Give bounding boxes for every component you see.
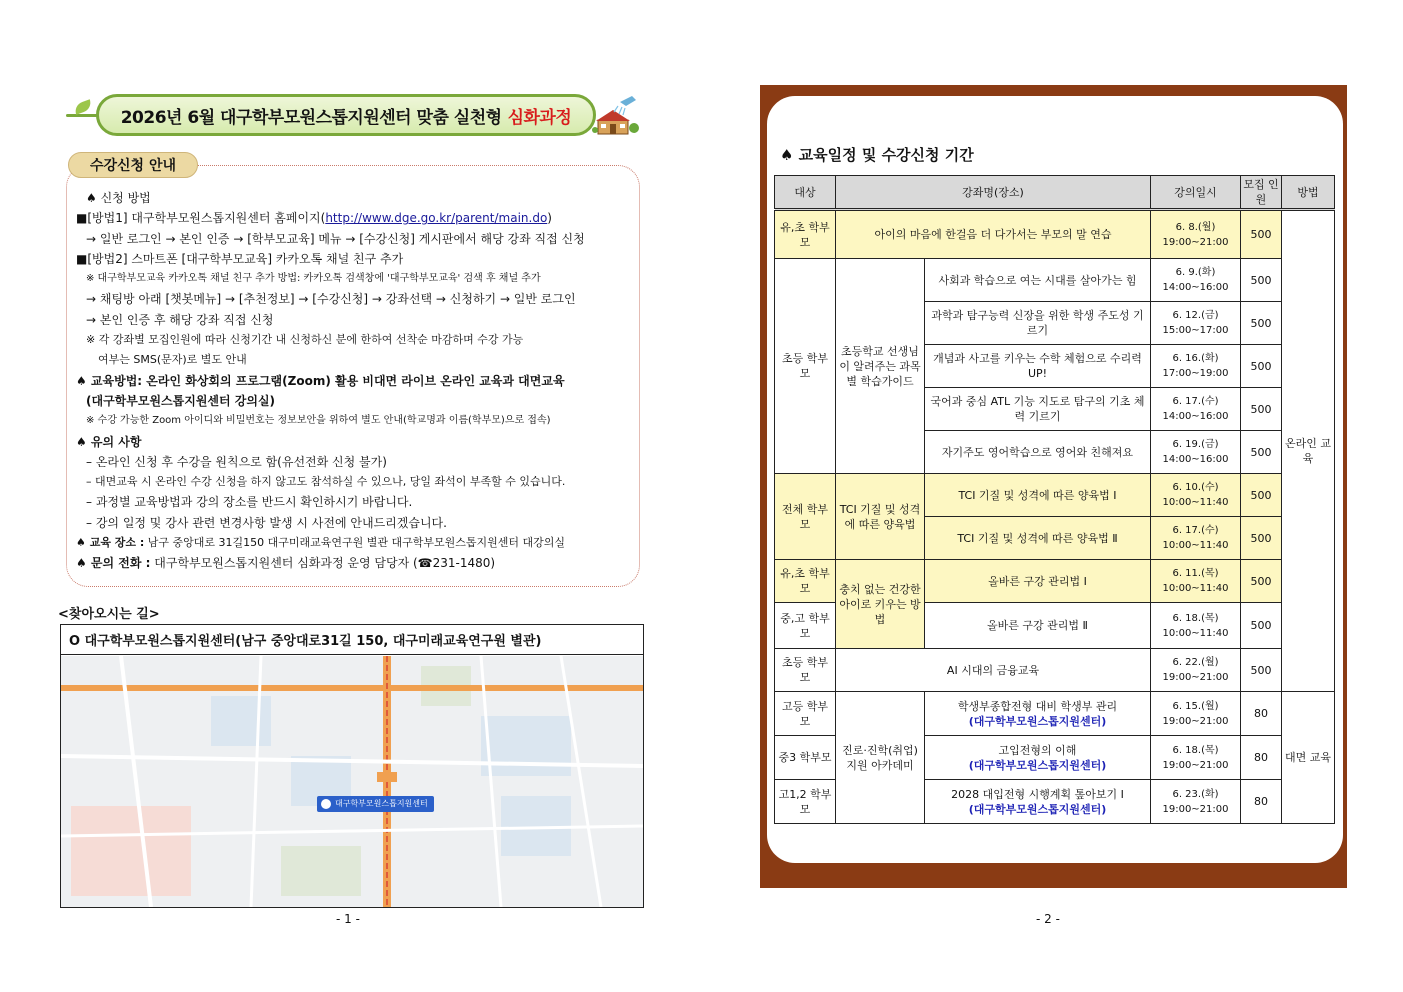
page-title-highlight: 심화과정 [507, 107, 572, 128]
date-text: 6. 17.(수) [1172, 396, 1219, 407]
course-cell: 올바른 구강 관리법 Ⅱ [925, 603, 1151, 649]
notice-line [76, 553, 636, 573]
course-place: (대구학부모원스톱지원센터) [968, 714, 1107, 728]
notice-line [76, 208, 636, 228]
date-text: 6. 15.(월) [1172, 700, 1219, 712]
target-cell: 전체 학부모 [775, 474, 836, 560]
header-target: 대상 [775, 176, 836, 210]
date-text: 6. 18.(목) [1172, 612, 1219, 624]
page-number: - 2 - [1036, 912, 1060, 926]
map-header: O 대구학부모원스톱지원센터(남구 중앙대로31길 150, 대구미래교육연구원 별관) [61, 625, 643, 655]
title-pill [96, 94, 596, 136]
schedule-table [774, 175, 1335, 824]
notice-line: ♠ 유의 사항 [76, 434, 142, 449]
date-text: 6. 9.(화) [1175, 267, 1216, 278]
date-text: 6. 10.(수) [1172, 482, 1219, 493]
course-cell [925, 736, 1151, 780]
date-text: 6. 22.(월) [1172, 657, 1219, 668]
datetime-cell [1151, 517, 1241, 560]
course-title: 고입전형의 이해 [998, 743, 1077, 757]
capacity-cell: 80 [1241, 780, 1282, 824]
header-datetime: 강의일시 [1151, 176, 1241, 210]
notice-line: ■[방법2] 스마트폰 [대구학부모교육] 카카오톡 채널 친구 추가 [76, 251, 404, 266]
table-row [775, 649, 1335, 692]
notice-line: → 채팅방 아래 [챗봇메뉴] → [추천정보] → [수강신청] → 강좌선택 → 신청하기 → 일반 로그인 [86, 292, 576, 307]
course-cell: 아이의 마음에 한걸음 더 다가서는 부모의 말 연습 [836, 210, 1151, 259]
date-text: 6. 17.(수) [1172, 525, 1219, 536]
location-pin-icon[interactable]: 대구학부모원스톱지원센터 [317, 796, 434, 812]
capacity-cell: 500 [1241, 649, 1282, 692]
notice-line: ※ 수강 가능한 Zoom 아이디와 비밀번호는 정보보안을 위하여 별도 안내(학교명과 이름(학부모)으로 접속) [86, 415, 551, 427]
datetime-cell [1151, 388, 1241, 431]
date-text: 6. 16.(화) [1172, 353, 1219, 364]
method-cell-online: 온라인 교육 [1282, 210, 1335, 692]
datetime-cell [1151, 736, 1241, 780]
title-banner [66, 90, 642, 140]
time-text: 19:00~21:00 [1162, 236, 1229, 248]
date-text: 6. 18.(목) [1172, 744, 1219, 756]
capacity-cell: 500 [1241, 603, 1282, 649]
date-text: 6. 8.(월) [1175, 221, 1216, 233]
table-row [775, 560, 1335, 603]
notice-body [76, 188, 636, 574]
target-cell: 초등 학부모 [775, 259, 836, 474]
time-text: 14:00~16:00 [1162, 411, 1229, 422]
capacity-cell: 500 [1241, 431, 1282, 474]
datetime-cell [1151, 474, 1241, 517]
time-text: 19:00~21:00 [1162, 672, 1229, 683]
course-group-cell: 초등학교 선생님이 알려주는 과목별 학습가이드 [836, 259, 925, 474]
time-text: 19:00~21:00 [1162, 803, 1229, 815]
target-cell: 유,초 학부모 [775, 560, 836, 603]
time-text: 15:00~17:00 [1162, 325, 1229, 336]
time-text: 10:00~11:40 [1162, 540, 1229, 551]
capacity-cell: 500 [1241, 560, 1282, 603]
course-group-cell: TCI 기질 및 성격에 따른 양육법 [836, 474, 925, 560]
course-cell: 국어과 중심 ATL 기능 지도로 탐구의 기초 체력 기르기 [925, 388, 1151, 431]
map-frame [60, 624, 644, 908]
school-watering-can-icon [592, 90, 642, 138]
datetime-cell [1151, 603, 1241, 649]
time-text: 10:00~11:40 [1162, 583, 1229, 594]
table-row [775, 692, 1335, 736]
course-cell [925, 780, 1151, 824]
time-text: 14:00~16:00 [1162, 282, 1229, 293]
date-text: 6. 11.(목) [1172, 568, 1219, 579]
target-cell: 고등 학부모 [775, 692, 836, 736]
target-cell: 중,고 학부모 [775, 603, 836, 649]
page-number: - 1 - [336, 912, 360, 926]
time-text: 19:00~21:00 [1162, 759, 1229, 771]
header-method: 방법 [1282, 176, 1335, 210]
course-cell: 개념과 사고를 키우는 수학 체험으로 수리력 UP! [925, 345, 1151, 388]
datetime-cell [1151, 649, 1241, 692]
capacity-cell: 500 [1241, 259, 1282, 302]
map-image[interactable] [61, 656, 643, 907]
time-text: 14:00~16:00 [1162, 454, 1229, 465]
homepage-link[interactable]: http://www.dge.go.kr/parent/main.do [325, 211, 548, 226]
datetime-cell [1151, 345, 1241, 388]
notice-line: – 과정별 교육방법과 강의 장소를 반드시 확인하시기 바랍니다. [86, 495, 413, 510]
course-cell: TCI 기질 및 성격에 따른 양육법 Ⅰ [925, 474, 1151, 517]
notice-text: ) [547, 211, 552, 226]
header-course: 강좌명(장소) [836, 176, 1151, 210]
capacity-cell: 500 [1241, 302, 1282, 345]
capacity-cell: 500 [1241, 474, 1282, 517]
target-cell: 중3 학부모 [775, 736, 836, 780]
notice-line: ♠ 신청 방법 [86, 191, 151, 205]
course-cell: TCI 기질 및 성격에 따른 양육법 Ⅱ [925, 517, 1151, 560]
notice-line: ♠ 교육방법: 온라인 화상회의 프로그램(Zoom) 활용 비대면 라이브 온라인 교육과 대면교육 [76, 373, 565, 388]
capacity-cell: 500 [1241, 345, 1282, 388]
notice-line: – 강의 일정 및 강사 관련 변경사항 발생 시 사전에 안내드리겠습니다. [86, 515, 447, 530]
time-text: 17:00~19:00 [1162, 368, 1229, 379]
course-group-cell: 충치 없는 건강한 아이로 키우는 방법 [836, 560, 925, 649]
course-title: 학생부종합전형 대비 학생부 관리 [957, 699, 1118, 713]
table-row [775, 259, 1335, 302]
datetime-cell [1151, 692, 1241, 736]
target-cell: 초등 학부모 [775, 649, 836, 692]
capacity-cell: 500 [1241, 517, 1282, 560]
capacity-cell: 500 [1241, 388, 1282, 431]
datetime-cell [1151, 431, 1241, 474]
notice-line: → 본인 인증 후 해당 강좌 직접 신청 [86, 312, 274, 327]
capacity-cell: 500 [1241, 210, 1282, 259]
datetime-cell [1151, 210, 1241, 259]
capacity-cell: 80 [1241, 736, 1282, 780]
notice-line: 여부는 SMS(문자)로 별도 안내 [98, 353, 247, 367]
header-capacity: 모집 인원 [1241, 176, 1282, 210]
course-cell: 올바른 구강 관리법 Ⅰ [925, 560, 1151, 603]
target-cell: 고1,2 학부모 [775, 780, 836, 824]
course-cell: 과학과 탐구능력 신장을 위한 학생 주도성 기르기 [925, 302, 1151, 345]
course-cell: 사회과 학습으로 여는 시대를 살아가는 힘 [925, 259, 1151, 302]
course-place: (대구학부모원스톱지원센터) [968, 758, 1107, 772]
notice-line: – 온라인 신청 후 수강을 원칙으로 함(유선전화 신청 불가) [86, 454, 387, 469]
course-cell: AI 시대의 금융교육 [836, 649, 1151, 692]
notice-line: (대구학부모원스톱지원센터 강의실) [86, 393, 276, 408]
time-text: 19:00~21:00 [1162, 715, 1229, 727]
datetime-cell [1151, 780, 1241, 824]
date-text: 6. 19.(금) [1172, 439, 1219, 450]
leaf-decoration [73, 99, 93, 115]
time-text: 10:00~11:40 [1162, 497, 1229, 508]
method-cell-offline: 대면 교육 [1282, 692, 1335, 824]
course-cell [925, 692, 1151, 736]
place-label: ♠ 교육 장소 : [76, 536, 145, 550]
course-cell: 자기주도 영어학습으로 영어와 친해져요 [925, 431, 1151, 474]
capacity-cell: 80 [1241, 692, 1282, 736]
course-title: 2028 대입전형 시행계획 톺아보기 Ⅰ [951, 787, 1124, 801]
contact-label: ♠ 문의 전화 : [76, 556, 151, 571]
contact-text: 대구학부모원스톱지원센터 심화과정 운영 담당자 (☎231-1480) [150, 556, 496, 571]
target-cell: 유,초 학부모 [775, 210, 836, 259]
time-text: 10:00~11:40 [1162, 627, 1229, 639]
course-place: (대구학부모원스톱지원센터) [968, 802, 1107, 816]
datetime-cell [1151, 302, 1241, 345]
datetime-cell [1151, 560, 1241, 603]
map-drawing [61, 656, 643, 907]
place-text: 남구 중앙대로 31길150 대구미래교육연구원 별관 대구학부모원스톱지원센터 대강의실 [144, 536, 566, 550]
directions-label: <찾아오시는 길> [58, 607, 160, 622]
table-row [775, 210, 1335, 259]
date-text: 6. 12.(금) [1172, 310, 1219, 321]
notice-line: ※ 각 강좌별 모집인원에 따라 신청기간 내 신청하신 분에 한하여 선착순 마감하며 수강 가능 [86, 333, 524, 347]
table-row [775, 474, 1335, 517]
date-text: 6. 23.(화) [1172, 788, 1219, 800]
page-title: 2026년 6월 대구학부모원스톱지원센터 맞춤 실천형 [120, 107, 502, 128]
notice-line: → 일반 로그인 → 본인 인증 → [학부모교육] 메뉴 → [수강신청] 게시판에서 해당 강좌 직접 신청 [86, 231, 585, 246]
schedule-heading: ♠ 교육일정 및 수강신청 기간 [780, 146, 974, 164]
notice-line: – 대면교육 시 온라인 수강 신청을 하지 않고도 참석하실 수 있으나, 당일 좌석이 부족할 수 있습니다. [86, 475, 566, 489]
notice-line: ※ 대구학부모교육 카카오톡 채널 친구 추가 방법: 카카오톡 검색창에 '대구학부모교육' 검색 후 채널 추가 [86, 273, 541, 285]
course-group-cell: 진로·진학(취업) 지원 아카데미 [836, 692, 925, 824]
table-header-row [775, 176, 1335, 210]
notice-text: ■[방법1] 대구학부모원스톱지원센터 홈페이지( [76, 211, 326, 226]
datetime-cell [1151, 259, 1241, 302]
notice-line [76, 533, 636, 553]
notice-tab: 수강신청 안내 [68, 152, 198, 178]
